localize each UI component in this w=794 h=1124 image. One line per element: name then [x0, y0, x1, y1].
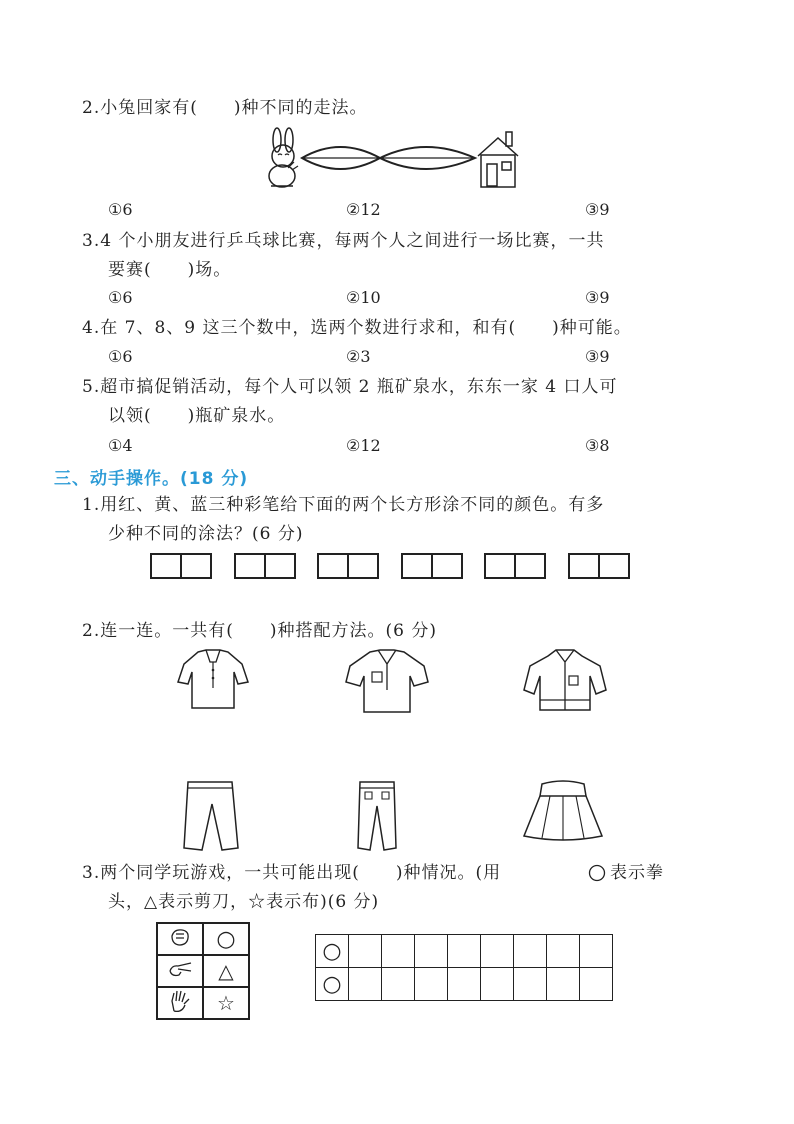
- q3-option-1: ①6: [108, 288, 133, 307]
- key-symbol-rock: ○: [203, 923, 249, 955]
- grid-cell[interactable]: [349, 935, 382, 968]
- rectangle-pair-6[interactable]: [568, 553, 630, 579]
- grid-cell[interactable]: [349, 968, 382, 1001]
- p3-line1: 3.两个同学玩游戏，一共可能出现( )种情况。(用: [82, 863, 502, 883]
- grid-cell[interactable]: [514, 968, 547, 1001]
- pants-2-image[interactable]: [354, 780, 400, 852]
- row-2-start-symbol: ○: [316, 968, 349, 1001]
- grid-cell[interactable]: [448, 935, 481, 968]
- grid-cell[interactable]: [481, 935, 514, 968]
- shirt-2-image[interactable]: [344, 648, 430, 714]
- rectangle-pair-2[interactable]: [234, 553, 296, 579]
- q4-option-3: ③9: [585, 347, 610, 366]
- q2-option-1: ①6: [108, 200, 133, 219]
- q5-line1: 5.超市搞促销活动，每个人可以领 2 瓶矿泉水，东东一家 4 口人可: [82, 377, 618, 397]
- key-symbol-paper: ☆: [203, 987, 249, 1019]
- p3-line2: 头，△表示剪刀，☆表示布)(6 分): [108, 892, 380, 912]
- grid-cell[interactable]: [580, 968, 613, 1001]
- grid-cell[interactable]: [415, 968, 448, 1001]
- rock-hand-icon: [157, 923, 203, 955]
- q5-option-1: ①4: [108, 436, 133, 455]
- grid-cell[interactable]: [580, 935, 613, 968]
- q3-line2: 要赛( )场。: [108, 260, 232, 280]
- row-1-start-symbol: ○: [316, 935, 349, 968]
- jacket-image[interactable]: [522, 648, 608, 714]
- key-symbol-scissors: △: [203, 955, 249, 987]
- answer-row-1: [316, 935, 613, 968]
- q3-line1: 3.4 个小朋友进行乒乓球比赛，每两个人之间进行一场比赛，一共: [82, 231, 605, 251]
- q2-option-2: ②12: [346, 200, 381, 219]
- grid-cell[interactable]: [415, 935, 448, 968]
- grid-cell[interactable]: [481, 968, 514, 1001]
- q3-option-3: ③9: [585, 288, 610, 307]
- path-diagram: [300, 138, 480, 178]
- grid-cell[interactable]: [382, 935, 415, 968]
- answer-row-2: [316, 968, 613, 1001]
- q2-option-3: ③9: [585, 200, 610, 219]
- rectangle-pair-1[interactable]: [150, 553, 212, 579]
- grid-cell[interactable]: [514, 935, 547, 968]
- q5-line2: 以领( )瓶矿泉水。: [108, 406, 286, 426]
- q2-text: 2.小兔回家有( )种不同的走法。: [82, 98, 368, 118]
- house-image: [476, 126, 520, 190]
- section-title: 三、动手操作。(18 分): [54, 469, 249, 489]
- q5-option-2: ②12: [346, 436, 381, 455]
- rectangle-pair-3[interactable]: [317, 553, 379, 579]
- circle-symbol-icon: [588, 864, 606, 882]
- grid-cell[interactable]: [382, 968, 415, 1001]
- rectangle-pair-4[interactable]: [401, 553, 463, 579]
- key-table: [156, 922, 250, 1020]
- grid-cell[interactable]: [448, 968, 481, 1001]
- q4-option-1: ①6: [108, 347, 133, 366]
- q5-option-3: ③8: [585, 436, 610, 455]
- p3-line1b: 表示拳: [610, 863, 664, 883]
- pants-1-image[interactable]: [176, 780, 246, 852]
- rectangle-pair-5[interactable]: [484, 553, 546, 579]
- q3-option-2: ②10: [346, 288, 381, 307]
- p2-text: 2.连一连。一共有( )种搭配方法。(6 分): [82, 621, 437, 641]
- scissors-hand-icon: [157, 955, 203, 987]
- answer-grid[interactable]: [315, 934, 613, 1001]
- q4-text: 4.在 7、8、9 这三个数中，选两个数进行求和，和有( )种可能。: [82, 318, 632, 338]
- p1-line1: 1.用红、黄、蓝三种彩笔给下面的两个长方形涂不同的颜色。有多: [82, 495, 605, 515]
- q4-option-2: ②3: [346, 347, 371, 366]
- shirt-1-image[interactable]: [176, 648, 250, 712]
- grid-cell[interactable]: [547, 935, 580, 968]
- paper-hand-icon: [157, 987, 203, 1019]
- grid-cell[interactable]: [547, 968, 580, 1001]
- p1-line2: 少种不同的涂法？(6 分): [108, 524, 304, 544]
- skirt-image[interactable]: [520, 780, 606, 842]
